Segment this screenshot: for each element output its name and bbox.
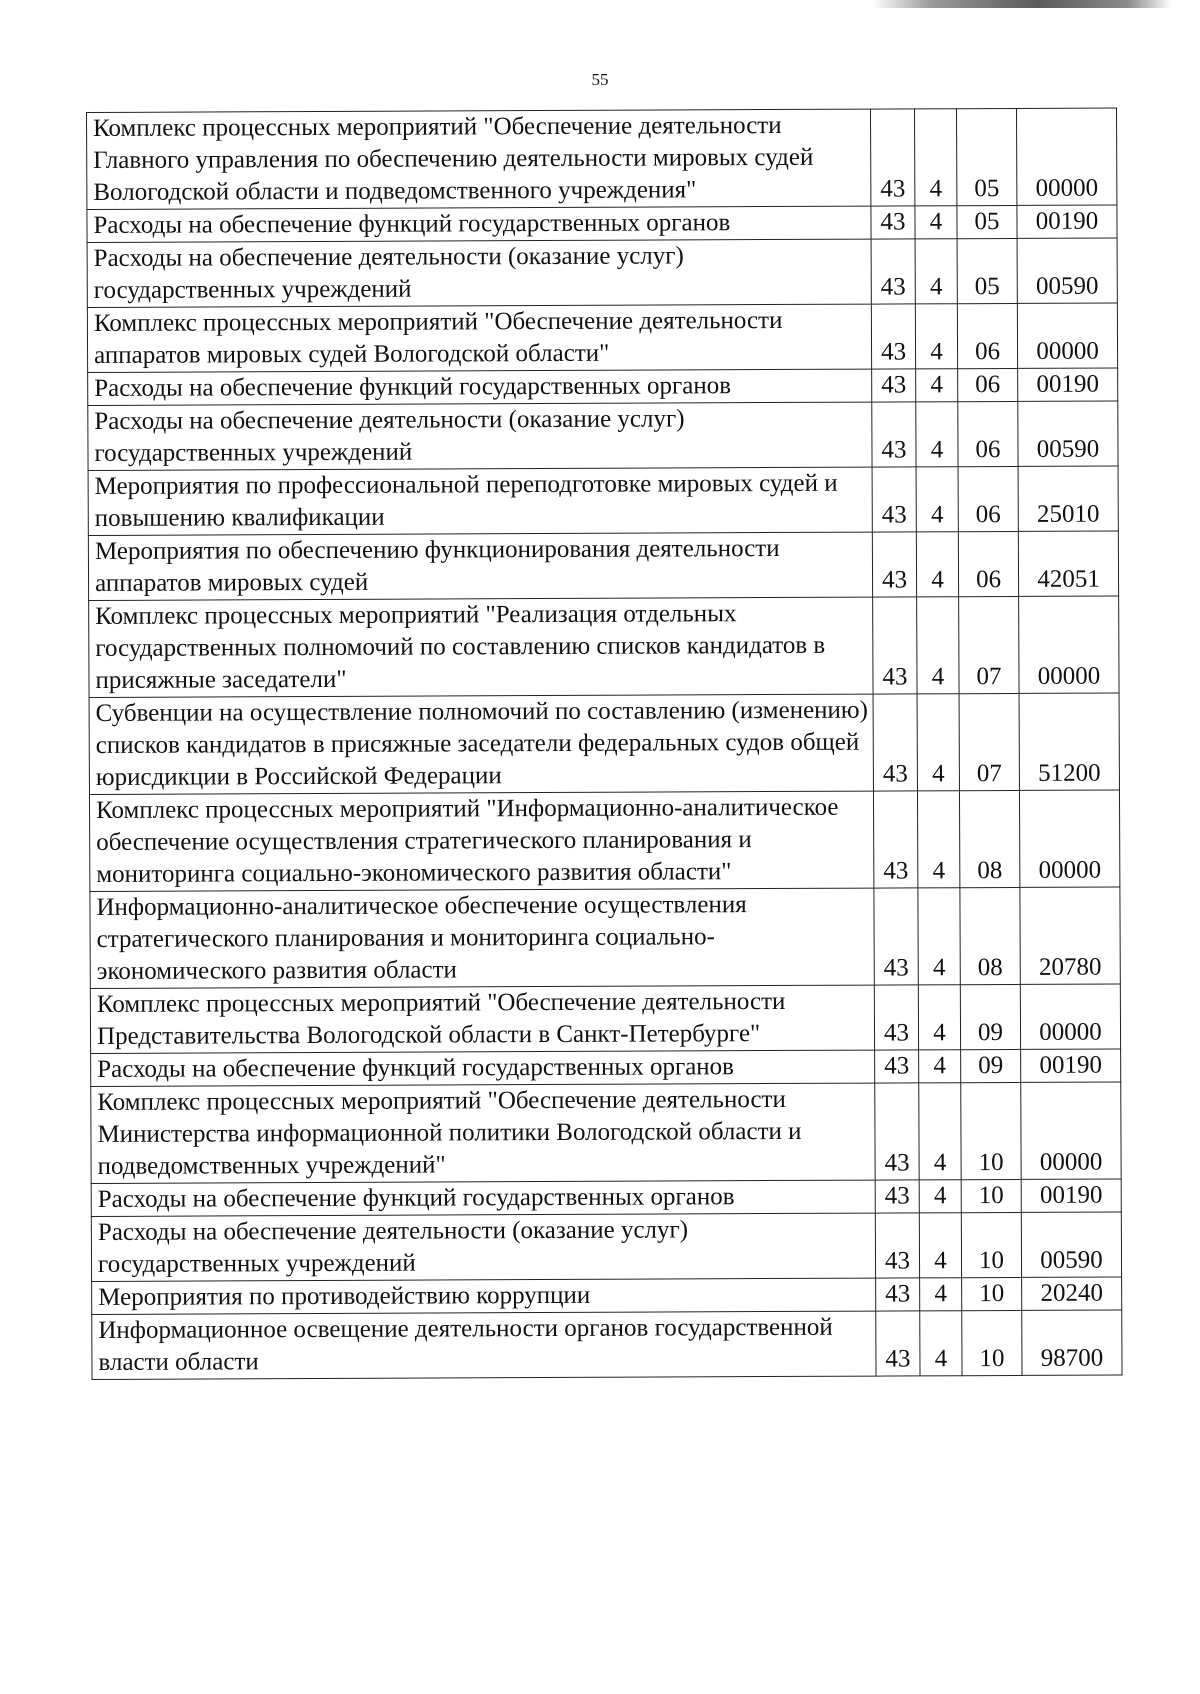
budget-classification-table bbox=[86, 108, 1123, 1380]
row-code-1: 43 bbox=[873, 597, 917, 694]
row-code-2: 4 bbox=[915, 206, 957, 239]
row-code-1: 43 bbox=[875, 1083, 919, 1180]
row-code-3: 10 bbox=[961, 1179, 1021, 1212]
table-row bbox=[88, 531, 1118, 600]
row-description: Субвенции на осуществление полномочий по составлению (изменению) списков кандидатов в присяжные заседатели федеральных судов общей юрисдикции в Российской Федерации bbox=[89, 694, 873, 794]
table-row bbox=[90, 887, 1120, 988]
table-row bbox=[89, 596, 1119, 697]
row-code-1: 43 bbox=[872, 467, 916, 532]
row-code-2: 4 bbox=[917, 694, 959, 791]
row-description: Расходы на обеспечение деятельности (оказание услуг) государственных учреждений bbox=[88, 402, 872, 470]
row-code-2: 4 bbox=[920, 1311, 962, 1376]
row-code-2: 4 bbox=[920, 1278, 962, 1311]
row-code-4: 42051 bbox=[1018, 531, 1118, 596]
scan-edge-mark bbox=[872, 0, 1172, 8]
table-row bbox=[92, 1310, 1122, 1379]
row-code-3: 05 bbox=[957, 205, 1017, 238]
page-number: 55 bbox=[591, 70, 609, 89]
row-code-2: 4 bbox=[919, 1083, 961, 1180]
row-code-1: 43 bbox=[875, 1050, 919, 1083]
row-code-4: 00190 bbox=[1018, 368, 1118, 401]
row-code-1: 43 bbox=[870, 109, 914, 206]
row-code-2: 4 bbox=[919, 1050, 961, 1083]
row-code-2: 4 bbox=[916, 369, 958, 402]
table-row bbox=[90, 984, 1120, 1053]
row-code-2: 4 bbox=[916, 532, 958, 597]
row-code-3: 08 bbox=[960, 887, 1020, 984]
table-row bbox=[88, 401, 1118, 470]
row-code-1: 43 bbox=[872, 532, 916, 597]
row-code-4: 00000 bbox=[1020, 984, 1120, 1049]
row-code-4: 00000 bbox=[1017, 303, 1117, 368]
row-code-1: 43 bbox=[873, 694, 917, 791]
row-code-1: 43 bbox=[874, 985, 918, 1050]
table-row bbox=[91, 1179, 1121, 1216]
row-description: Информационное освещение деятельности органов государственной власти области bbox=[92, 1311, 876, 1379]
row-code-3: 10 bbox=[961, 1082, 1021, 1179]
row-code-1: 43 bbox=[874, 888, 918, 985]
table-row bbox=[89, 693, 1119, 794]
row-code-4: 20240 bbox=[1022, 1277, 1122, 1310]
row-code-4: 00190 bbox=[1017, 205, 1117, 238]
row-code-3: 06 bbox=[958, 531, 1018, 596]
row-code-2: 4 bbox=[917, 597, 959, 694]
row-description: Информационно-аналитическое обеспечение осуществления стратегического планирования и мониторинга социально-экономического развития области bbox=[90, 888, 874, 988]
row-code-4: 00190 bbox=[1021, 1049, 1121, 1082]
row-code-2: 4 bbox=[917, 791, 959, 888]
row-code-4: 00000 bbox=[1021, 1082, 1121, 1179]
row-code-3: 08 bbox=[959, 790, 1019, 887]
row-description: Мероприятия по противодействию коррупции bbox=[92, 1278, 876, 1314]
row-description: Расходы на обеспечение функций государственных органов bbox=[88, 369, 872, 405]
row-code-1: 43 bbox=[871, 304, 915, 369]
row-code-3: 06 bbox=[957, 303, 1017, 368]
row-code-4: 25010 bbox=[1018, 466, 1118, 531]
row-code-3: 06 bbox=[958, 401, 1018, 466]
row-code-1: 43 bbox=[871, 206, 915, 239]
row-code-2: 4 bbox=[918, 985, 960, 1050]
row-code-3: 06 bbox=[958, 466, 1018, 531]
table-row bbox=[91, 1212, 1121, 1281]
row-code-1: 43 bbox=[875, 1213, 919, 1278]
row-code-3: 10 bbox=[962, 1277, 1022, 1310]
row-code-2: 4 bbox=[914, 109, 956, 206]
row-code-4: 20780 bbox=[1020, 887, 1120, 984]
row-description: Мероприятия по обеспечению функционирования деятельности аппаратов мировых судей bbox=[88, 532, 872, 600]
table-body bbox=[87, 108, 1123, 1379]
table-row bbox=[91, 1082, 1121, 1183]
row-code-4: 00000 bbox=[1019, 790, 1119, 887]
row-description: Мероприятия по профессиональной переподготовке мировых судей и повышению квалификации bbox=[88, 467, 872, 535]
row-code-1: 43 bbox=[871, 239, 915, 304]
table-row bbox=[87, 238, 1117, 307]
table-row bbox=[91, 1049, 1121, 1086]
row-code-2: 4 bbox=[916, 467, 958, 532]
table-row bbox=[88, 466, 1118, 535]
row-description: Расходы на обеспечение деятельности (оказание услуг) государственных учреждений bbox=[91, 1213, 875, 1281]
row-code-3: 07 bbox=[959, 596, 1019, 693]
row-description: Расходы на обеспечение функций государственных органов bbox=[91, 1050, 875, 1086]
row-code-3: 10 bbox=[961, 1212, 1021, 1277]
table-row bbox=[88, 368, 1118, 405]
row-code-2: 4 bbox=[915, 239, 957, 304]
row-description: Комплекс процессных мероприятий "Обеспечение деятельности аппаратов мировых судей Вологодской области" bbox=[87, 304, 871, 372]
row-code-4: 98700 bbox=[1022, 1310, 1122, 1375]
row-description: Комплекс процессных мероприятий "Обеспечение деятельности Представительства Вологодской области в Санкт-Петербурге" bbox=[90, 985, 874, 1053]
row-code-1: 43 bbox=[872, 402, 916, 467]
row-code-4: 00590 bbox=[1017, 238, 1117, 303]
row-code-4: 00590 bbox=[1021, 1212, 1121, 1277]
row-description: Расходы на обеспечение деятельности (оказание услуг) государственных учреждений bbox=[87, 239, 871, 307]
row-code-4: 00000 bbox=[1019, 596, 1119, 693]
row-code-3: 09 bbox=[960, 984, 1020, 1049]
table-row bbox=[87, 205, 1117, 242]
row-code-4: 00590 bbox=[1018, 401, 1118, 466]
row-description: Расходы на обеспечение функций государственных органов bbox=[91, 1180, 875, 1216]
row-description: Расходы на обеспечение функций государственных органов bbox=[87, 206, 871, 242]
row-code-3: 05 bbox=[957, 238, 1017, 303]
row-code-2: 4 bbox=[919, 1180, 961, 1213]
row-code-2: 4 bbox=[918, 888, 960, 985]
row-code-3: 07 bbox=[959, 693, 1019, 790]
row-description: Комплекс процессных мероприятий "Реализация отдельных государственных полномочий по составлению списков кандидатов в присяжные заседатели" bbox=[89, 597, 873, 697]
row-code-1: 43 bbox=[875, 1180, 919, 1213]
row-code-3: 09 bbox=[961, 1049, 1021, 1082]
row-code-1: 43 bbox=[876, 1311, 920, 1376]
row-description: Комплекс процессных мероприятий "Обеспечение деятельности Главного управления по обеспечению деятельности мировых судей Вологодской области и подведомственного учреждения" bbox=[87, 109, 871, 209]
table-row bbox=[89, 790, 1119, 891]
row-code-4: 00000 bbox=[1016, 108, 1116, 205]
row-code-1: 43 bbox=[872, 369, 916, 402]
row-code-3: 10 bbox=[962, 1310, 1022, 1375]
row-code-2: 4 bbox=[916, 402, 958, 467]
row-code-3: 06 bbox=[958, 368, 1018, 401]
row-code-1: 43 bbox=[876, 1278, 920, 1311]
row-code-3: 05 bbox=[956, 108, 1016, 205]
table-row bbox=[87, 108, 1117, 209]
row-code-2: 4 bbox=[915, 304, 957, 369]
row-code-4: 00190 bbox=[1021, 1179, 1121, 1212]
row-description: Комплекс процессных мероприятий "Обеспечение деятельности Министерства информационной политики Вологодской области и подведомственных учреждений" bbox=[91, 1083, 875, 1183]
row-code-4: 51200 bbox=[1019, 693, 1119, 790]
table-row bbox=[92, 1277, 1122, 1314]
row-description: Комплекс процессных мероприятий "Информационно-аналитическое обеспечение осуществления стратегического планирования и мониторинга социально-экономического развития области" bbox=[89, 791, 873, 891]
row-code-1: 43 bbox=[873, 791, 917, 888]
row-code-2: 4 bbox=[919, 1213, 961, 1278]
table-row bbox=[87, 303, 1117, 372]
